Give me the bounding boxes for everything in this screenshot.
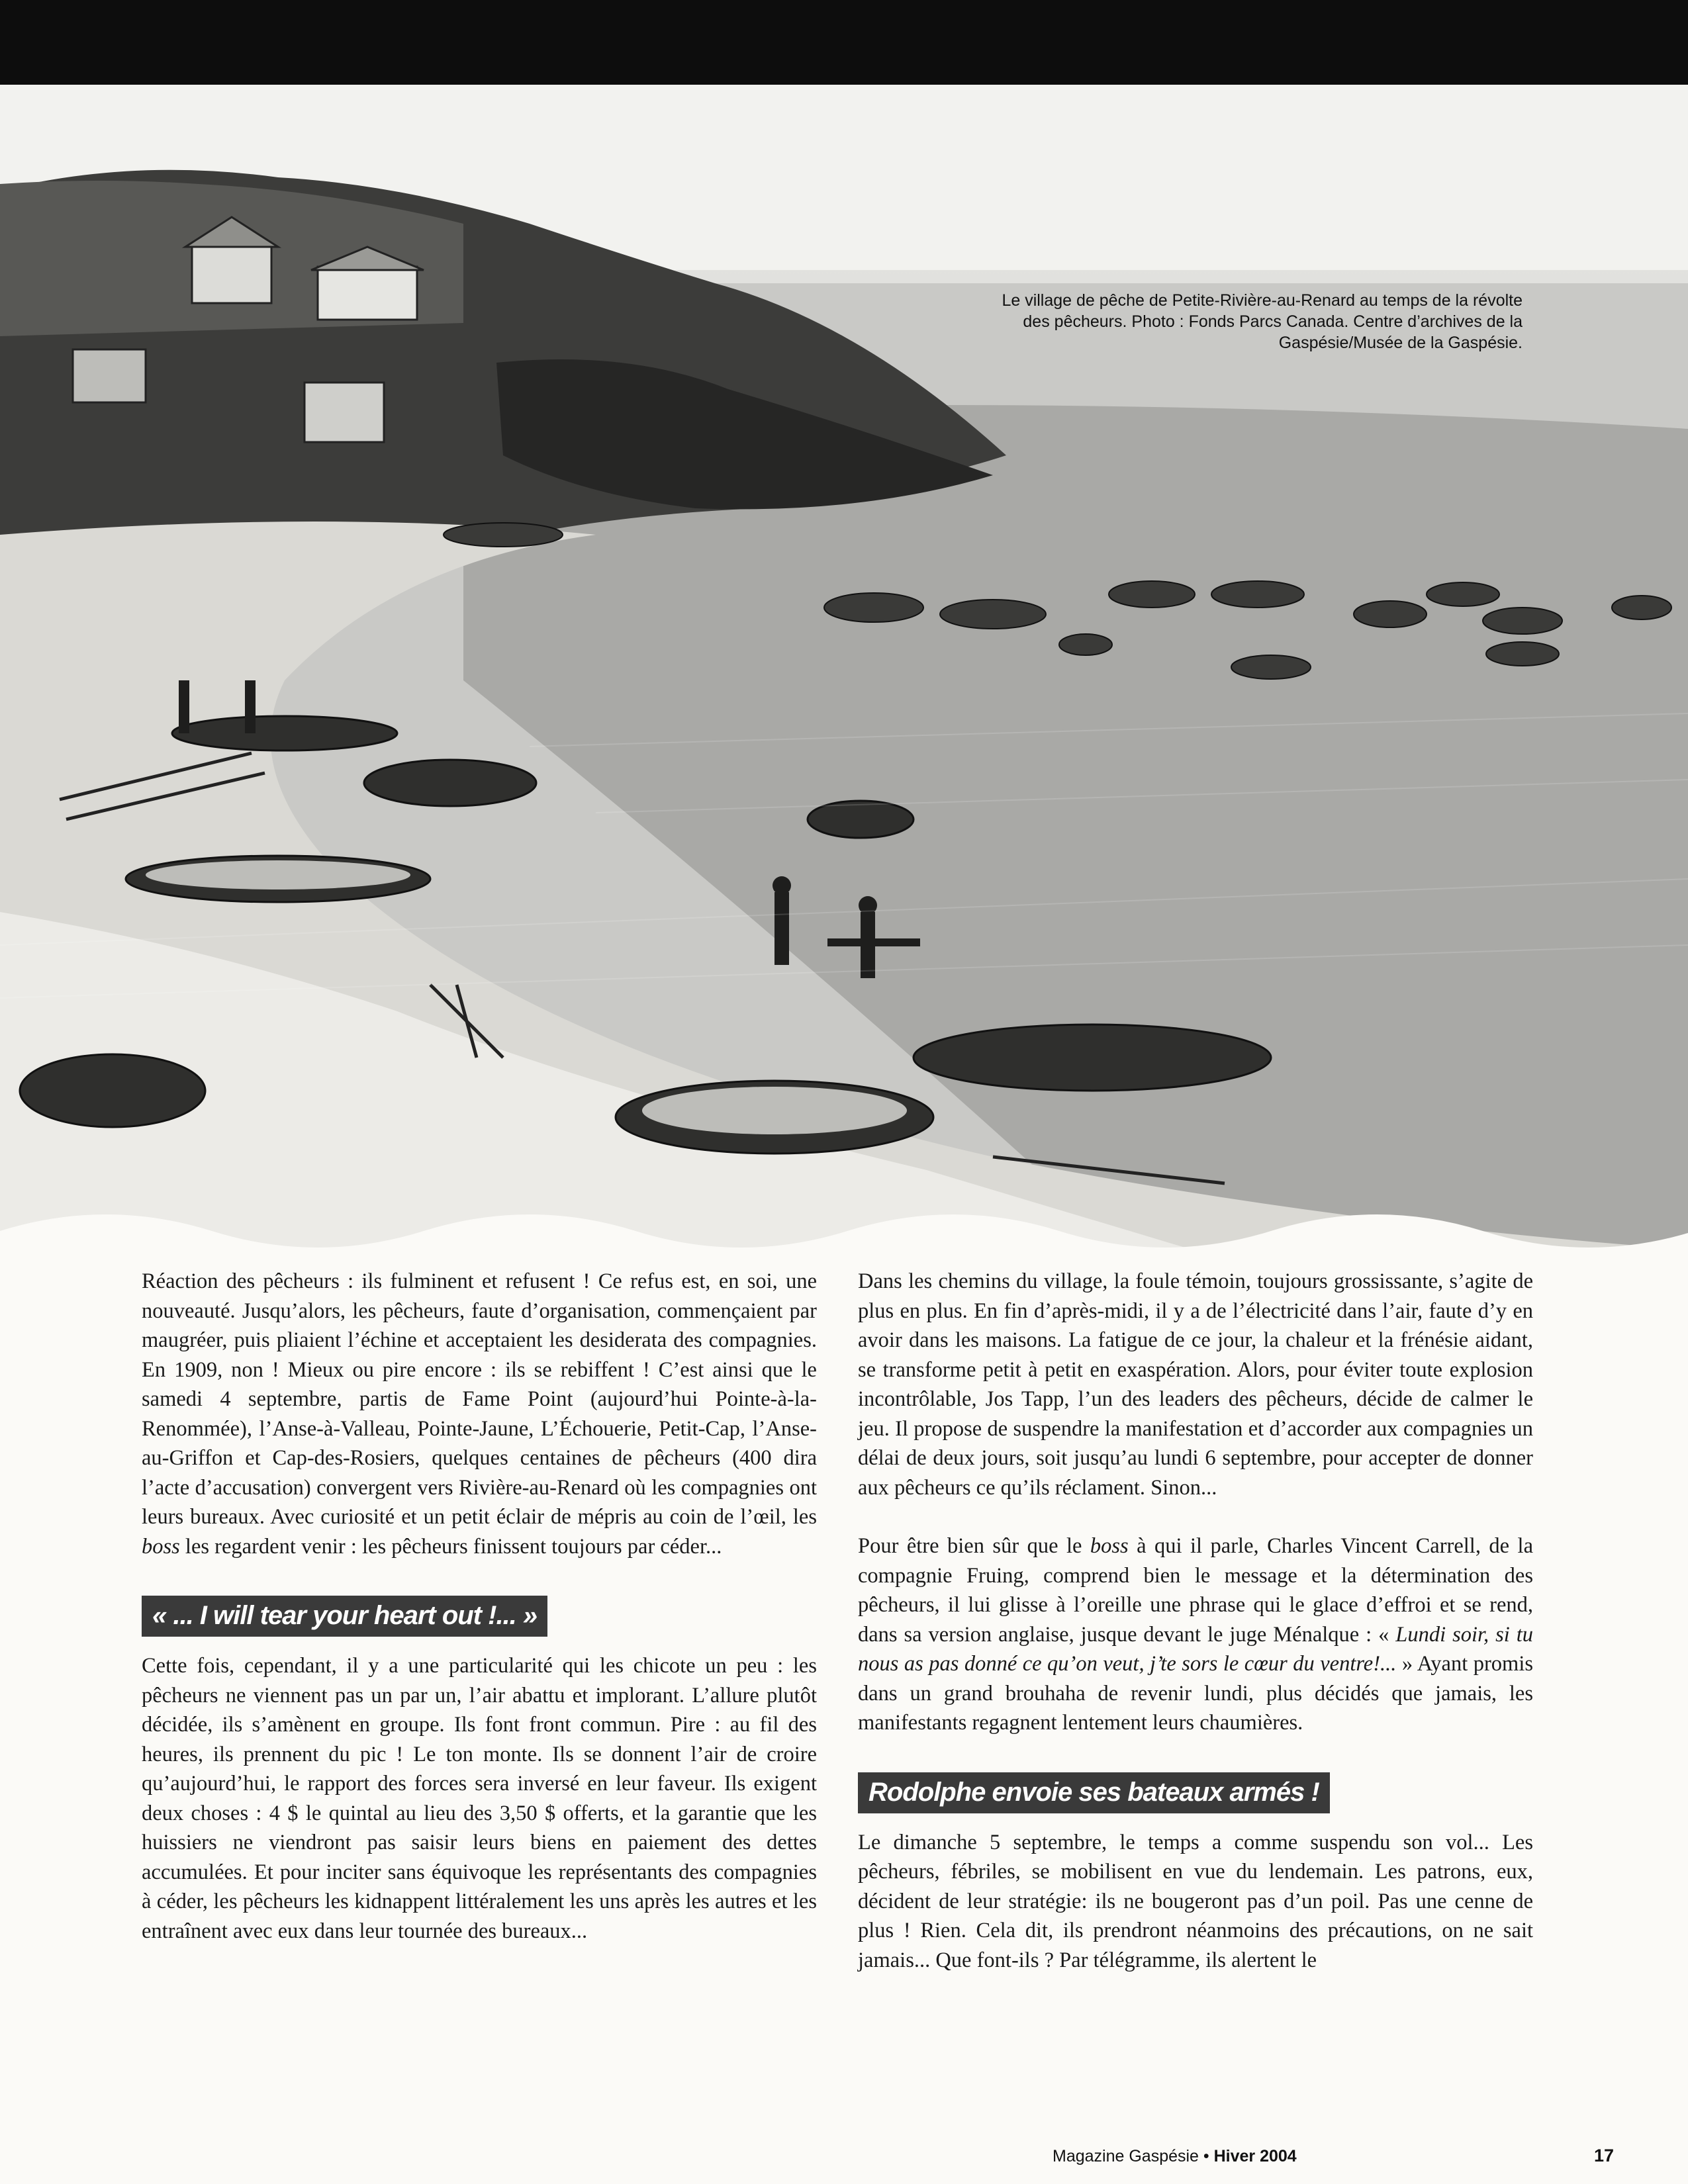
page-footer xyxy=(1053,2147,1297,2166)
right-paragraph-2 xyxy=(858,1531,1533,1738)
top-black-band xyxy=(0,0,1688,85)
right-paragraph-2-italic: boss xyxy=(1090,1534,1129,1558)
historical-photo xyxy=(0,85,1688,1250)
left-paragraph-1-end: les regardent venir : les pêcheurs finissent toujours par céder... xyxy=(179,1534,722,1559)
section-heading-1: « ... I will tear your heart out !... » xyxy=(142,1596,547,1637)
photo-caption: Le village de pêche de Petite-Rivière-au-Renard au temps de la révolte des pêcheurs. Photo : Fonds Parcs Canada. Centre d’archives de la Gaspésie/Musée de la Gaspésie. xyxy=(1002,291,1523,352)
footer-magazine: Magazine Gaspésie • xyxy=(1053,2147,1214,2165)
right-paragraph-2-start: Pour être bien sûr que le xyxy=(858,1534,1090,1558)
left-paragraph-1 xyxy=(142,1267,817,1561)
right-column xyxy=(858,1267,1533,2004)
footer-issue: Hiver 2004 xyxy=(1213,2147,1297,2165)
left-column xyxy=(142,1267,817,1975)
right-paragraph-1: Dans les chemins du village, la foule témoin, toujours grossissante, s’agite de plus en plus. En fin d’après-midi, il y a de l’électricité dans l’air, faute d’y en avoir dans les maisons. La fatigue de ce jour, la chaleur et la frénésie aidant, se transforme petit à petit en exaspération. Alors, pour éviter toute explosion incontrôlable, Jos Tapp, l’un des leaders des pêcheurs, décide de calmer le jeu. Il propose de suspendre la manifestation et d’accorder aux compagnies un délai de deux jours, soit jusqu’au lundi 6 septembre, pour accepter de donner aux pêcheurs ce qu’ils réclament. Sinon... xyxy=(858,1269,1533,1500)
right-paragraph-3: Le dimanche 5 septembre, le temps a comme suspendu son vol... Les pêcheurs, fébriles, se mobilisent en vue du lendemain. Les patrons, eux, décident de leur stratégie: ils ne bougeront pas d’un poil. Pas une cenne de plus ! Rien. Cela dit, ils prendront néanmoins des précautions, on ne sait jamais... Que font-ils ? Par télégramme, ils alertent le xyxy=(858,1830,1533,1972)
left-paragraph-2: Cette fois, cependant, il y a une particularité qui les chicote un peu : les pêcheurs ne viennent pas un par un, l’air abattu et implorant. L’allure plutôt décidée, ils s’amènent en groupe. Ils font front commun. Pire : au fil des heures, ils prennent du pic ! Le ton monte. Ils se donnent l’air de croire qu’aujourd’hui, le rapport des forces sera inversé en leur faveur. Ils exigent deux choses : 4 $ le quintal au lieu des 3,50 $ offerts, et la garantie que les huissiers ne viendront pas saisir leurs biens en paiement des dettes accumulées. Et pour inciter sans équivoque les représentants des compagnies à céder, les pêcheurs les kidnappent littéralement les uns après les autres et les entraînent avec eux dans leur tournée des bureaux... xyxy=(142,1654,817,1943)
page-number: 17 xyxy=(1594,2146,1615,2165)
right-paragraph-2-quote: Lundi soir, si tu nous as pas donné ce qu’on veut, j’te sors le cœur du ventre!... xyxy=(858,1622,1533,1676)
wave-divider xyxy=(0,1185,1688,1277)
right-paragraph-2-mid: à qui il parle, Charles Vincent Carrell, de la compagnie Fruing, comprend bien le message et la détermination des pêcheurs, il lui glisse à l’oreille une phrase qui le glace d’effroi et se rend, dans sa version anglaise, jusque devant le juge Ménalque : « xyxy=(858,1534,1534,1647)
right-paragraph-2-end: » Ayant promis dans un grand brouhaha de revenir lundi, plus décidés que jamais, les manifestants regagnent lentement leurs chaumières. xyxy=(858,1652,1533,1735)
fishing-village-photo-illustration xyxy=(0,85,1688,1250)
left-paragraph-1-italic: boss xyxy=(142,1534,180,1559)
section-heading-2: Rodolphe envoie ses bateaux armés ! xyxy=(858,1772,1330,1813)
left-paragraph-1-text: Réaction des pêcheurs : ils fulminent et refusent ! Ce refus est, en soi, une nouveauté. Jusqu’alors, les pêcheurs, faute d’organisation, commençaient par maugréer, puis pliaient l’échine et acceptaient les desiderata des compagnies. En 1909, non ! Mieux ou pire encore : ils se rebiffent ! C’est ainsi que le samedi 4 septembre, partis de Fame Point (aujourd’hui Pointe-à-la-Renommée), l’Anse-à-Valleau, Pointe-Jaune, L’Échouerie, Petit-Cap, l’Anse-au-Griffon et Cap-des-Rosiers, quelques centaines de pêcheurs (400 dira l’acte d’accusation) convergent vers Rivière-au-Renard où les compagnies ont leurs bureaux. Avec curiosité et un petit éclair de mépris au coin de l’œil, les xyxy=(142,1269,817,1529)
